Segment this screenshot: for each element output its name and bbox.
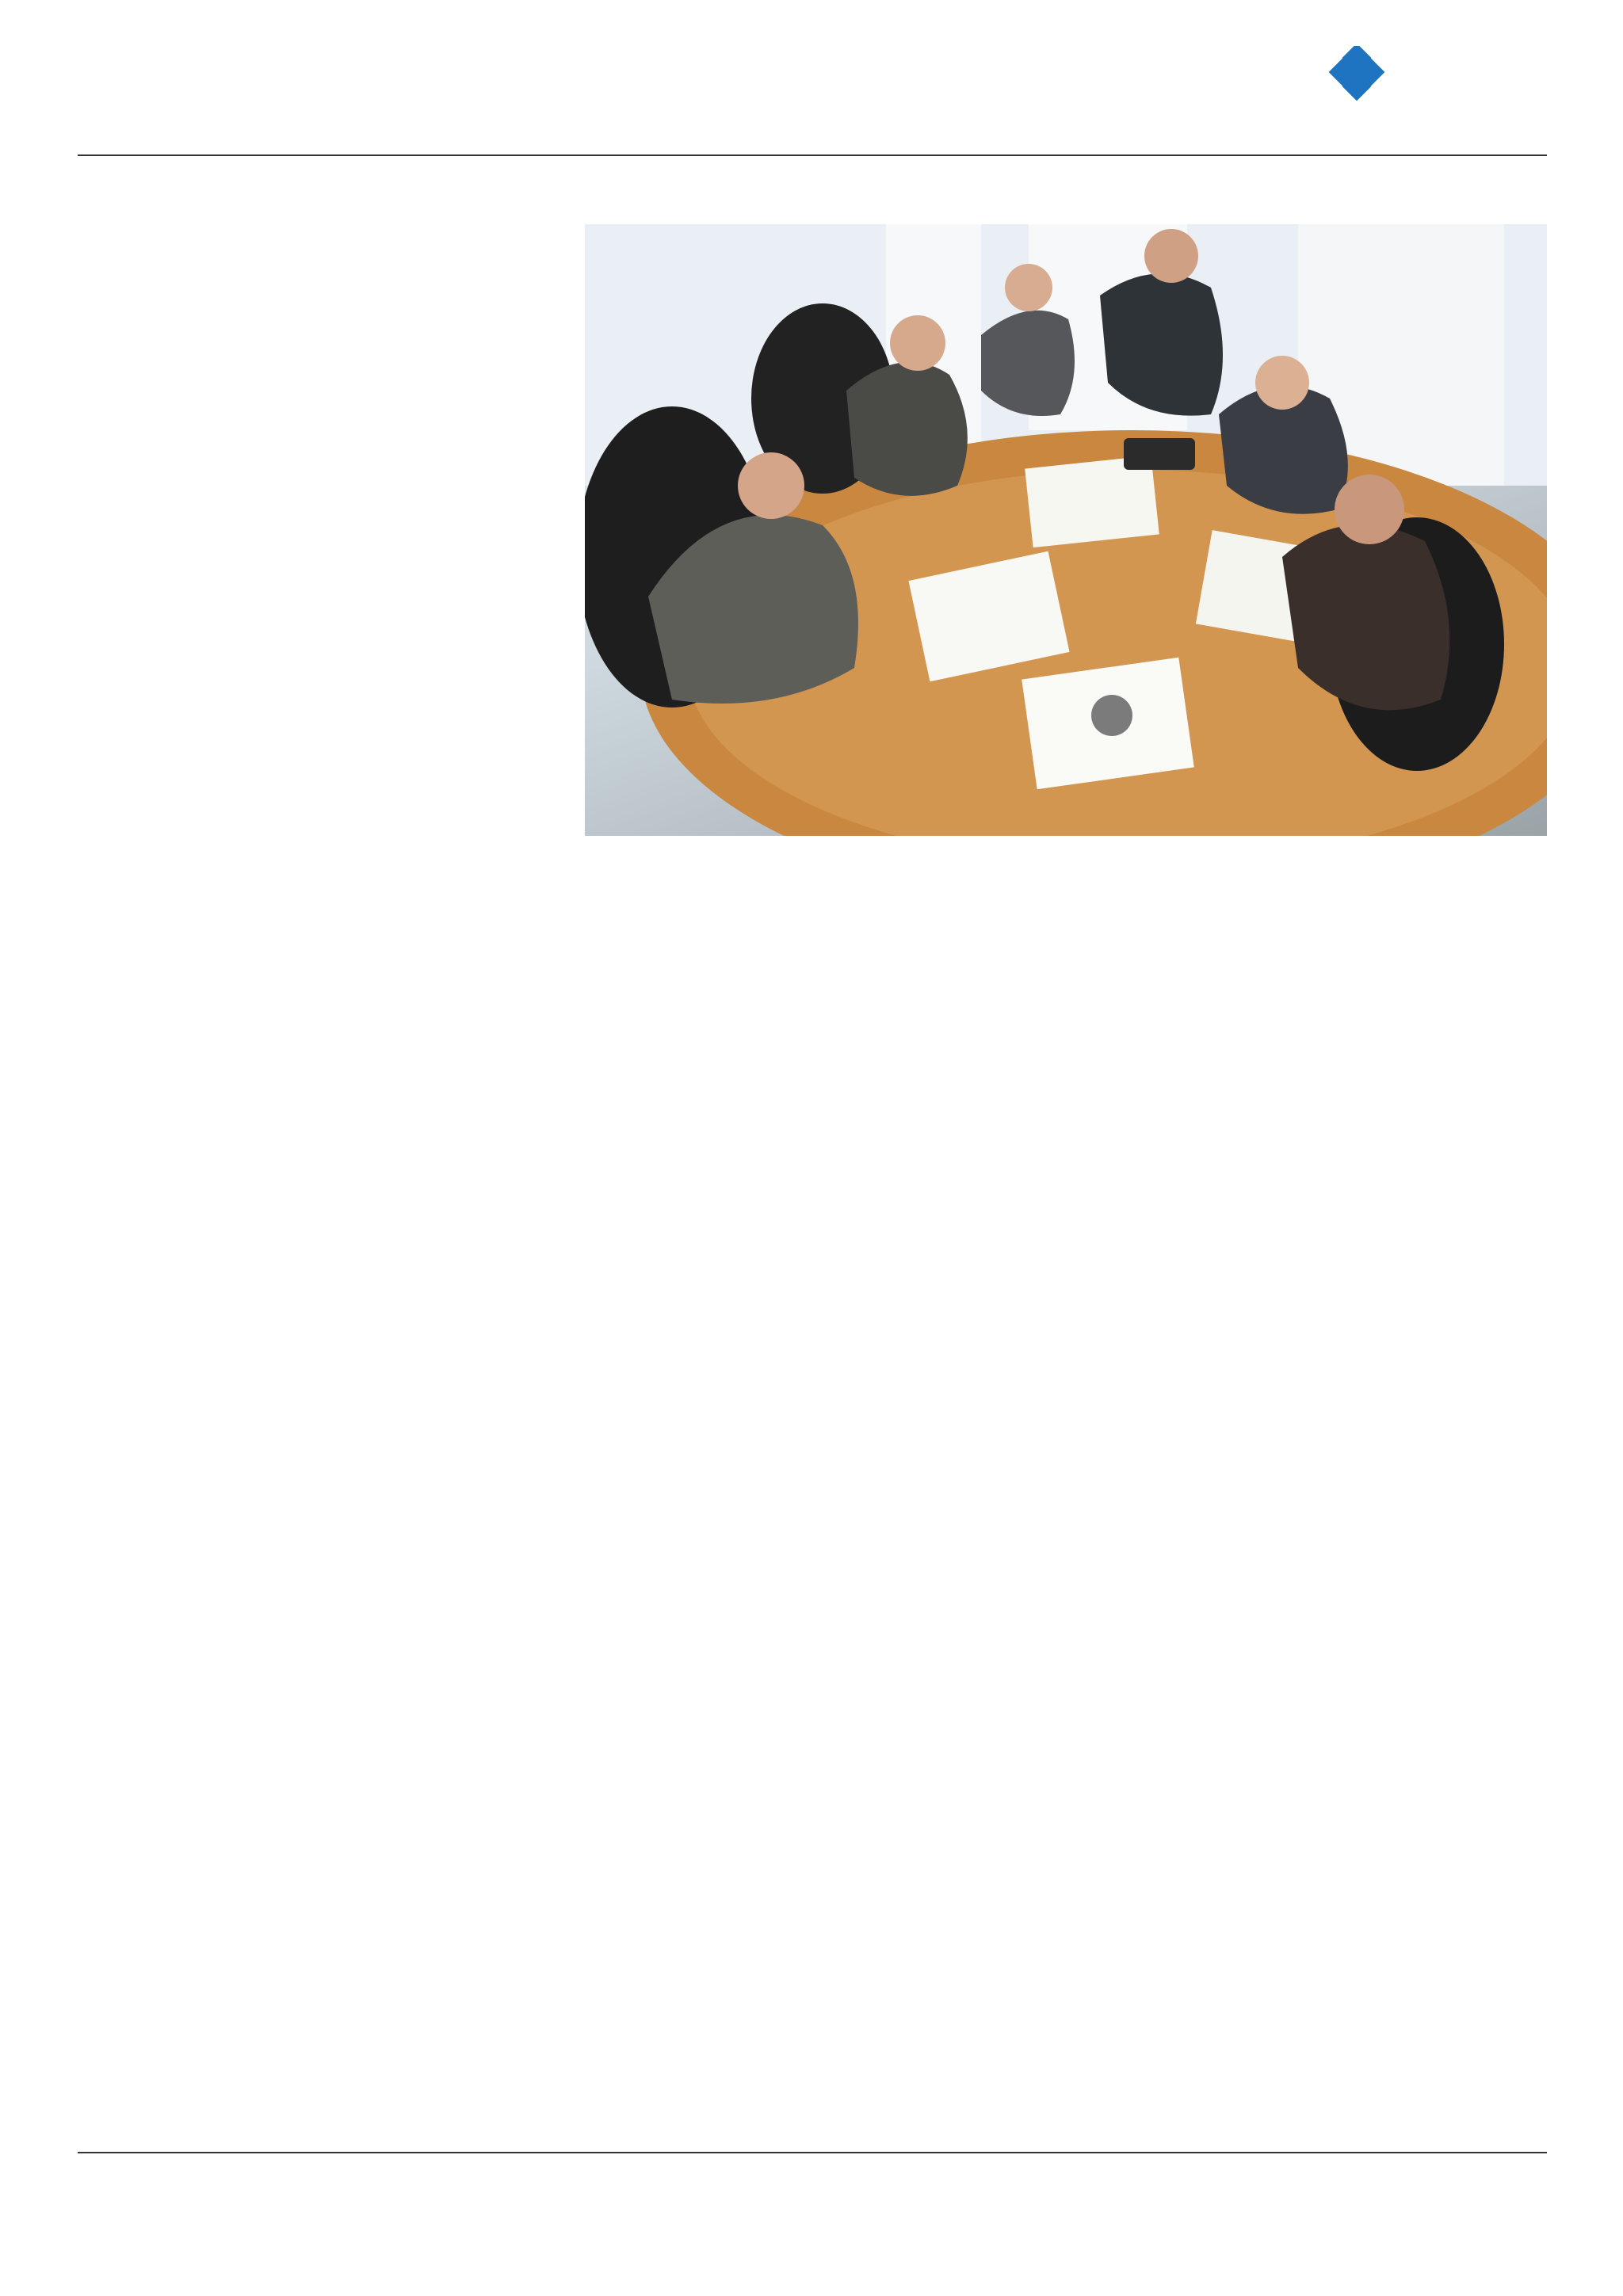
meeting-photo — [585, 224, 1547, 836]
footer-divider — [78, 2152, 1547, 2153]
teamvision-logo — [1317, 46, 1547, 149]
meeting-photo-illustration — [585, 224, 1547, 836]
header-divider — [78, 154, 1547, 156]
body-text — [78, 891, 1547, 929]
page-header — [78, 32, 1547, 158]
footer-links — [78, 2160, 1547, 2193]
page-footer — [78, 2152, 1547, 2196]
teamvision-diamond-logo-icon — [1317, 46, 1388, 117]
